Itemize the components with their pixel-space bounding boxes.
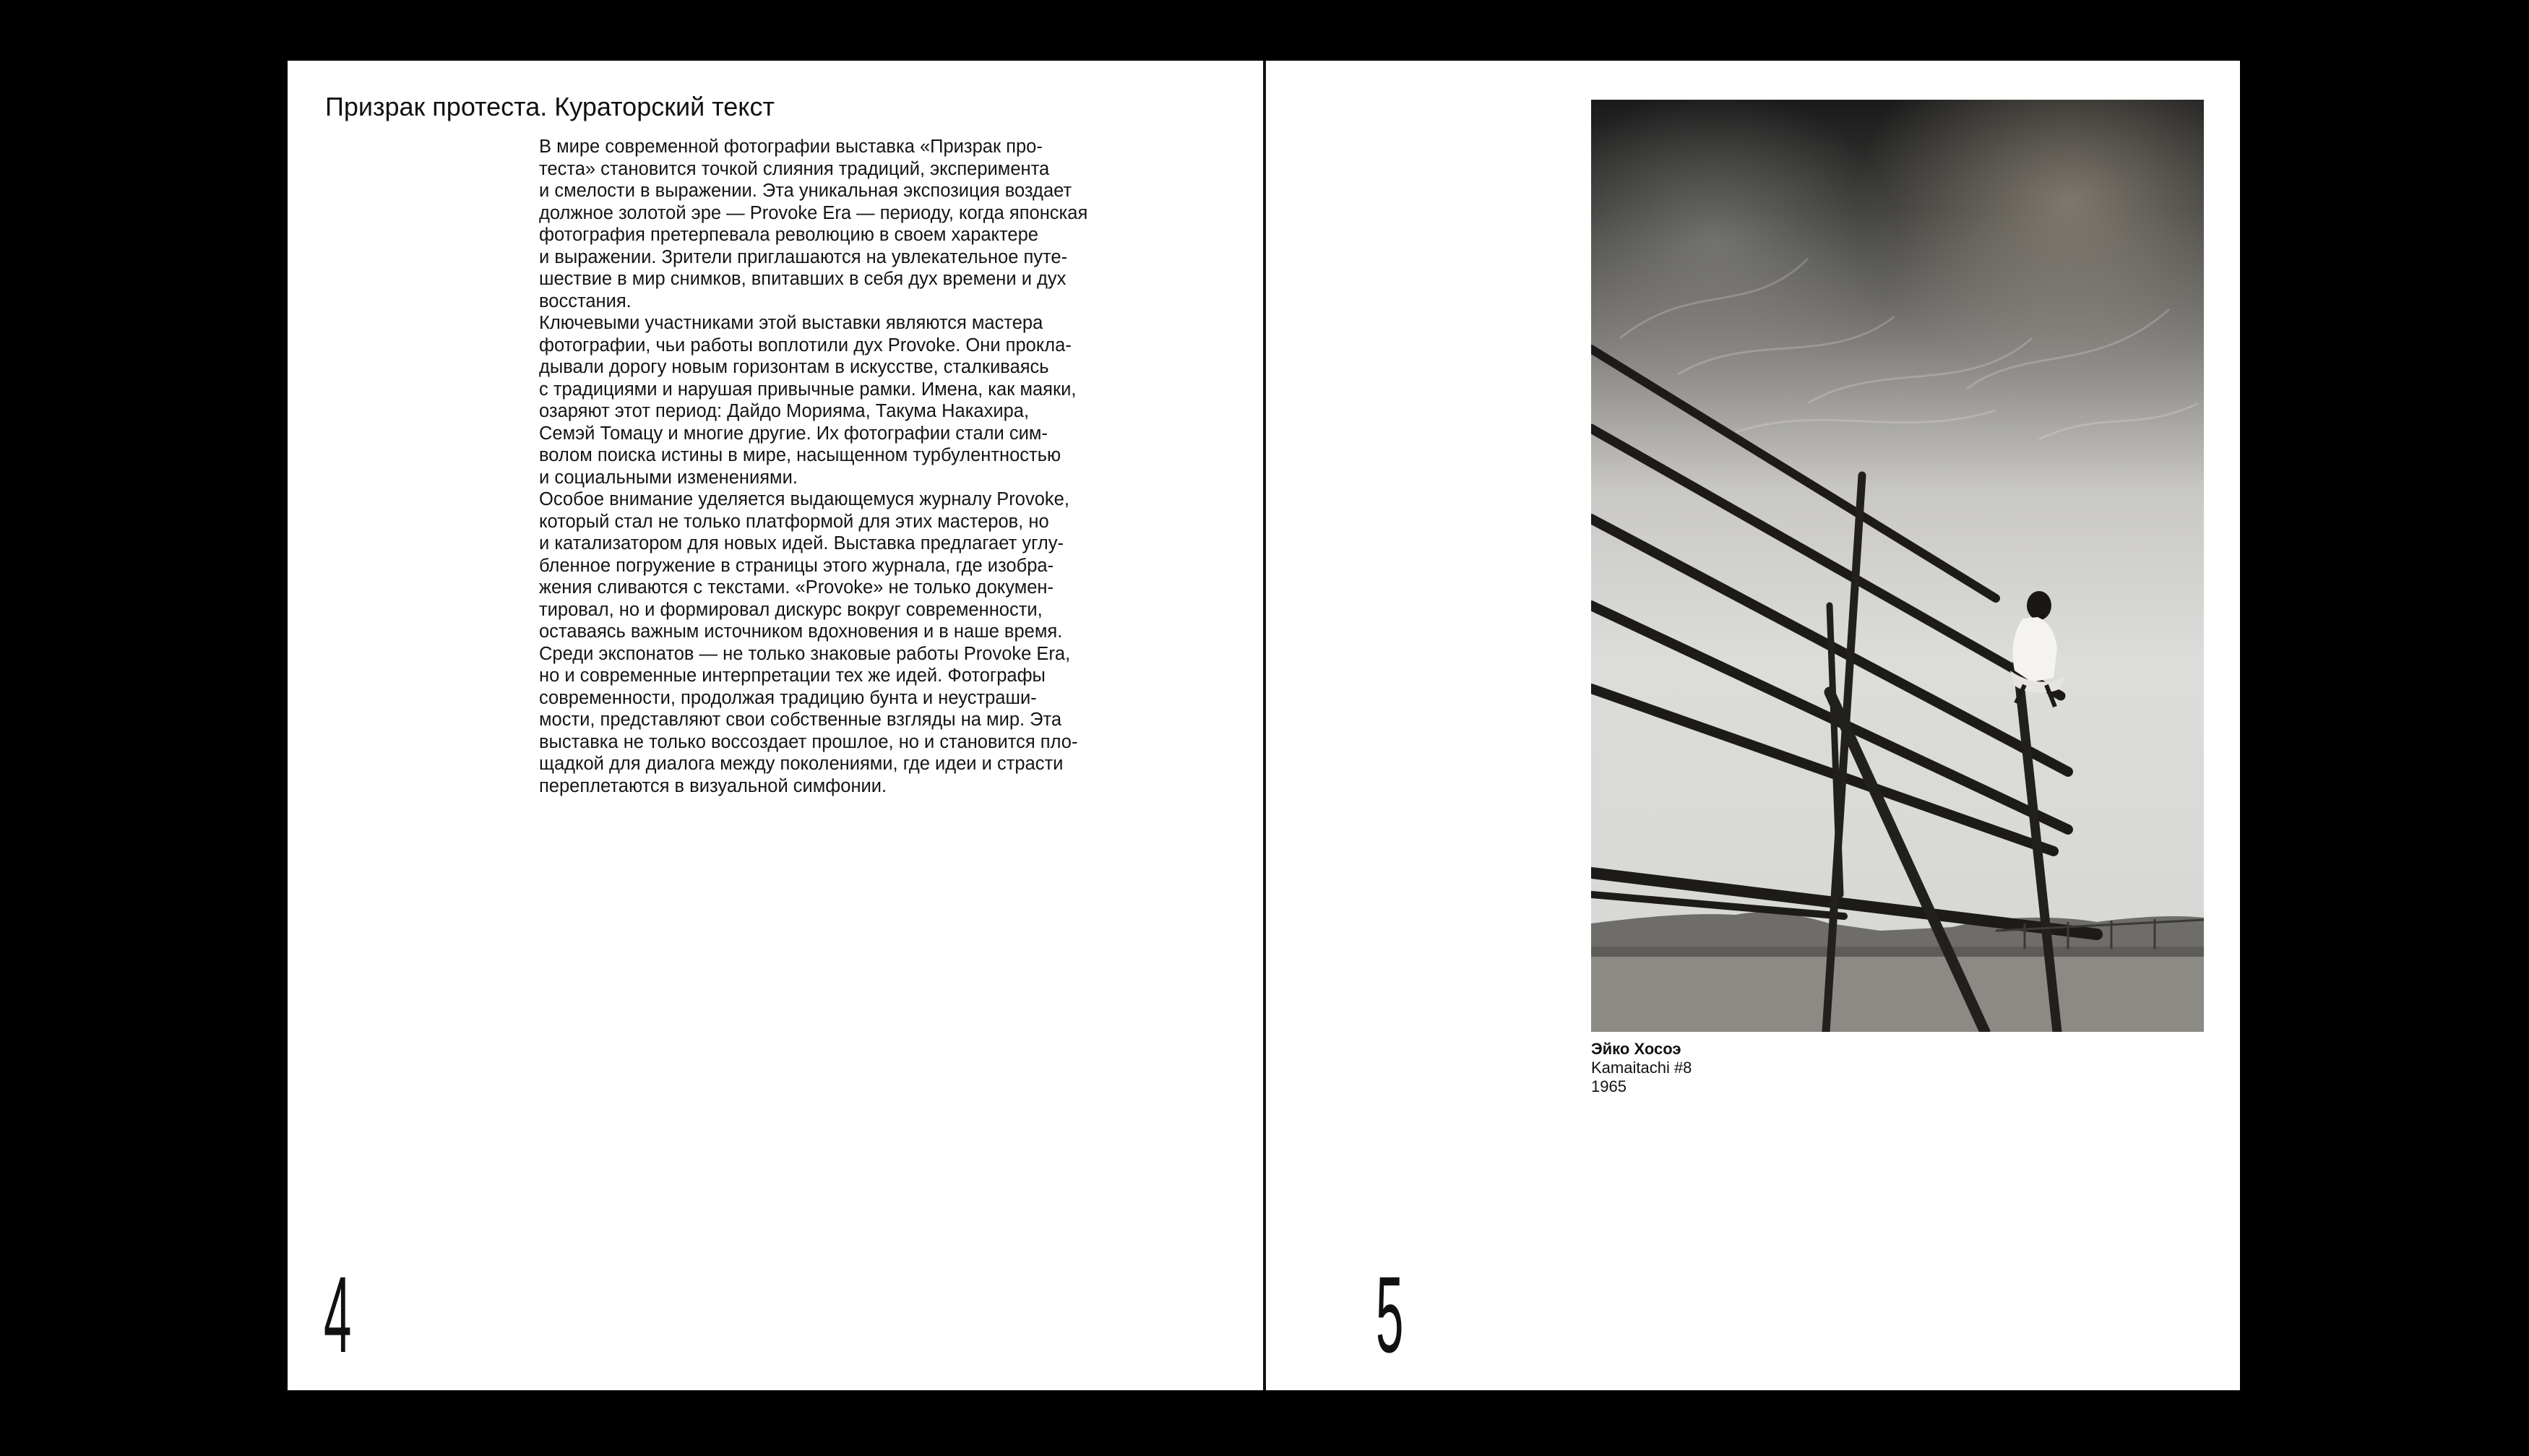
caption-artist: Эйко Хосоэ	[1591, 1040, 1681, 1058]
text-line: который стал не только платформой для этих мастеров, но	[539, 511, 1049, 532]
text-line: озаряют этот период: Дайдо Морияма, Такума Накахира,	[539, 401, 1030, 421]
text-line: Особое внимание уделяется выдающемуся журналу Provoke,	[539, 489, 1069, 509]
text-line: мости, представляют свои собственные взгляды на мир. Эта	[539, 710, 1062, 730]
left-page	[288, 61, 1263, 1390]
text-line: переплетаются в визуальной симфонии.	[539, 775, 887, 796]
text-paragraph	[539, 643, 1175, 798]
text-line: и выражении. Зрители приглашаются на увлекательное путе-	[539, 246, 1068, 267]
text-line: жения сливаются с текстами. «Provoke» не только докумен-	[539, 577, 1054, 598]
text-line: бленное погружение в страницы этого журнала, где изобра-	[539, 555, 1054, 576]
page-number-right: 5	[1376, 1254, 1404, 1375]
photograph-kamaitachi	[1591, 100, 2204, 1032]
page-number-left: 4	[324, 1254, 352, 1375]
text-line: оставаясь важным источником вдохновения и в наше время.	[539, 621, 1063, 642]
text-line: волом поиска истины в мире, насыщенном турбулентностью	[539, 445, 1061, 465]
photo-caption	[1591, 1040, 1692, 1096]
text-line: тировал, но и формировал дискурс вокруг современности,	[539, 599, 1043, 620]
text-line: Ключевыми участниками этой выставки являются мастера	[539, 313, 1043, 333]
text-line: но и современные интерпретации тех же идей. Фотографы	[539, 665, 1046, 686]
text-line: современности, продолжая традицию бунта и неустраши-	[539, 687, 1037, 708]
text-line: фотография претерпевала революцию в своем характере	[539, 225, 1038, 245]
text-line: теста» становится точкой слияния традиций, эксперимента	[539, 158, 1050, 179]
text-line: Семэй Томацу и многие другие. Их фотографии стали сим-	[539, 423, 1048, 444]
text-line: щадкой для диалога между поколениями, где идеи и страсти	[539, 754, 1064, 774]
text-paragraph	[539, 136, 1175, 312]
curatorial-text	[539, 136, 1175, 797]
text-line: фотографии, чьи работы воплотили дух Provoke. Они прокла-	[539, 335, 1072, 356]
text-line: дывали дорогу новым горизонтам в искусстве, сталкиваясь	[539, 357, 1049, 377]
text-line: и социальными изменениями.	[539, 467, 798, 488]
text-line: В мире современной фотографии выставка «Призрак про-	[539, 137, 1043, 157]
right-page	[1266, 61, 2240, 1390]
text-line: Среди экспонатов — не только знаковые работы Provoke Era,	[539, 643, 1071, 664]
text-line: шествие в мир снимков, впитавших в себя дух времени и дух	[539, 269, 1067, 289]
text-paragraph	[539, 488, 1175, 643]
text-line: восстания.	[539, 290, 632, 311]
caption-year: 1965	[1591, 1077, 1627, 1095]
text-line: с традициями и нарушая привычные рамки. Имена, как маяки,	[539, 379, 1077, 400]
text-paragraph	[539, 312, 1175, 488]
text-line: должное золотой эре — Provoke Era — периоду, когда японская	[539, 202, 1088, 223]
text-line: и катализатором для новых идей. Выставка предлагает углу-	[539, 533, 1064, 553]
page-title: Призрак протеста. Кураторский текст	[325, 92, 775, 121]
text-line: выставка не только воссоздает прошлое, но и становится пло-	[539, 731, 1078, 752]
text-line: и смелости в выражении. Эта уникальная экспозиция воздает	[539, 181, 1072, 201]
caption-work-title: Kamaitachi #8	[1591, 1059, 1692, 1077]
